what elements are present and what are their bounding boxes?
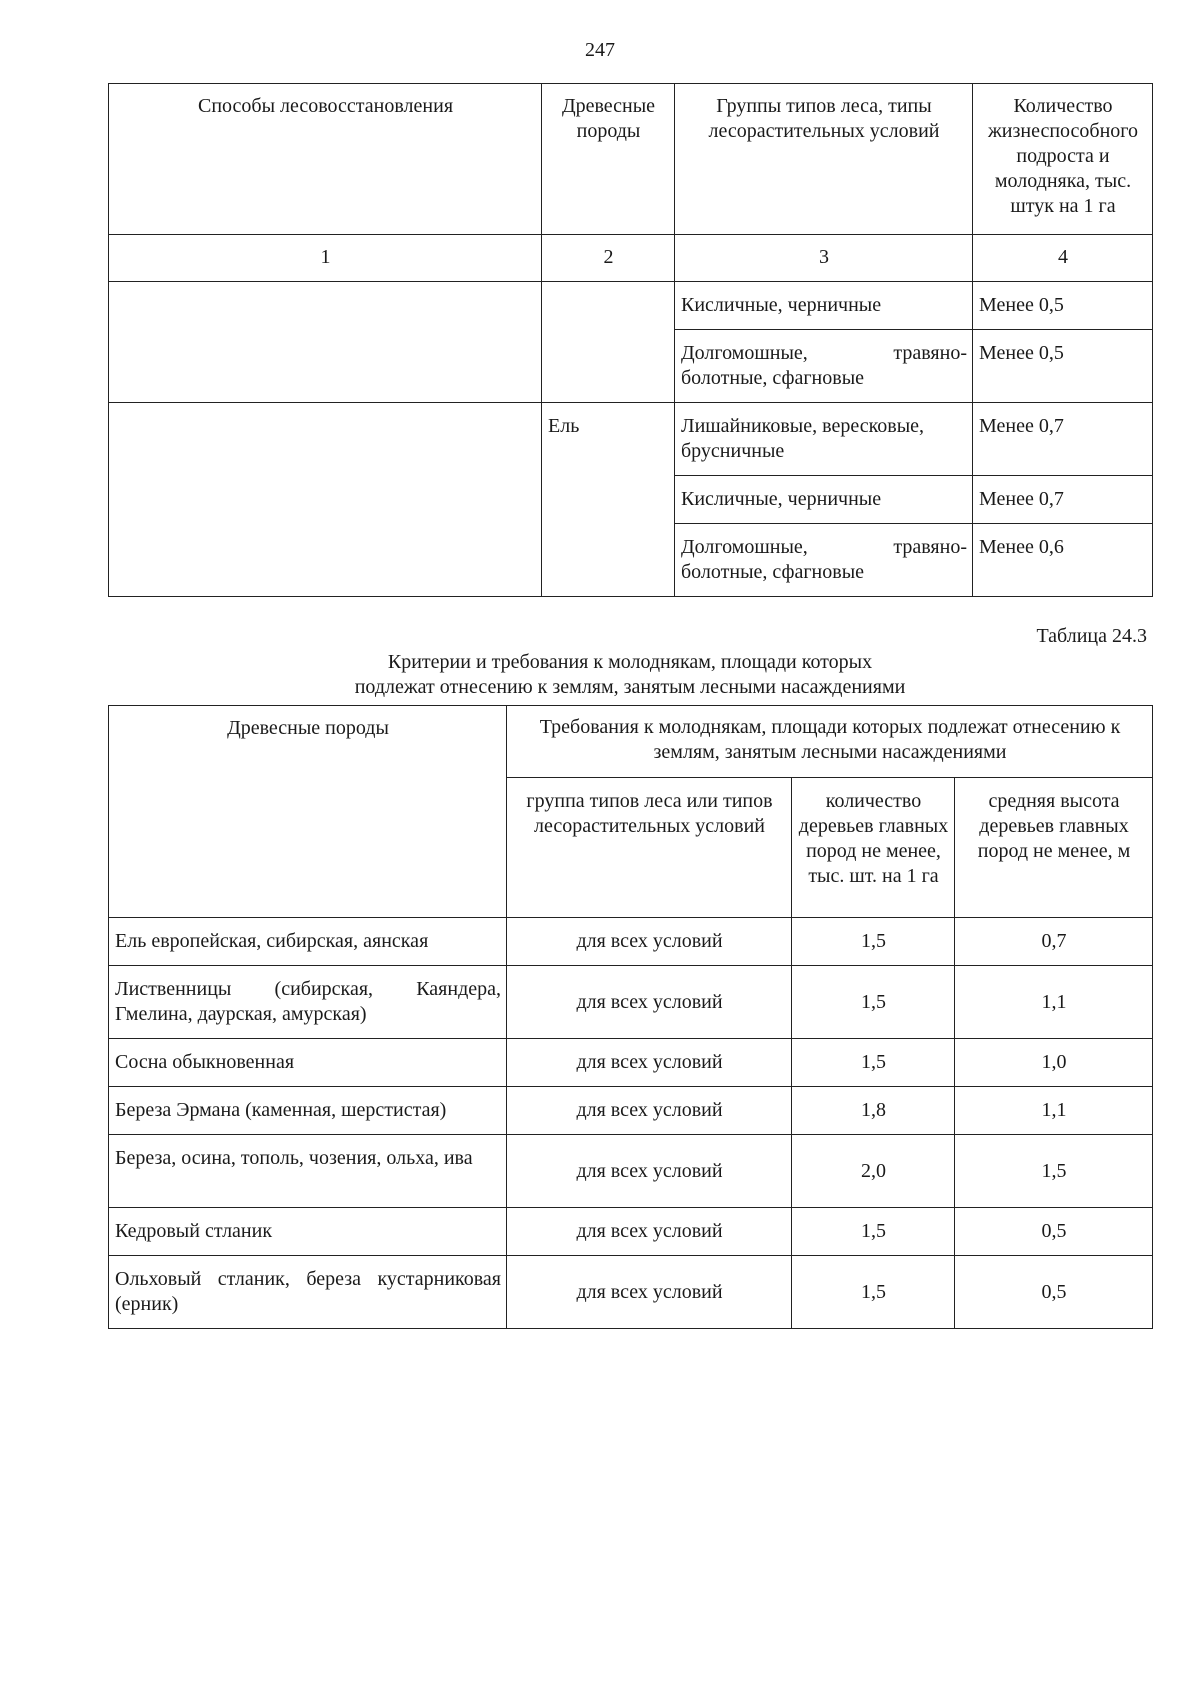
species-cell: Ель <box>542 403 675 597</box>
height-cell: 0,7 <box>955 918 1153 966</box>
young-stands-criteria-table <box>108 705 1153 1329</box>
table-row <box>109 918 1153 966</box>
conditions-cell: Кисличные, черничные <box>675 282 973 330</box>
species-cell <box>542 282 675 403</box>
count-cell: 1,5 <box>792 1256 955 1329</box>
height-cell: 0,5 <box>955 1208 1153 1256</box>
col-header-requirements: Требования к молоднякам, площади которых подлежат отнесению к землям, занятым лесными насаждениями <box>507 706 1153 778</box>
group-cell: для всех условий <box>507 918 792 966</box>
amount-cell: Менее 0,5 <box>973 282 1153 330</box>
table-row <box>109 1208 1153 1256</box>
col-header-species: Древесные породы <box>542 84 675 235</box>
table-row <box>109 1135 1153 1208</box>
amount-cell: Менее 0,5 <box>973 330 1153 403</box>
table-label: Таблица 24.3 <box>1036 625 1147 647</box>
regeneration-table <box>108 83 1153 597</box>
count-cell: 1,5 <box>792 918 955 966</box>
conditions-cell: Кисличные, черничные <box>675 476 973 524</box>
col-header-amount: Количество жизнеспособного подроста и молодняка, тыс. штук на 1 га <box>973 84 1153 235</box>
species-cell: Береза, осина, тополь, чозения, ольха, ива <box>109 1135 507 1208</box>
group-cell: для всех условий <box>507 1039 792 1087</box>
table-title-line: Критерии и требования к молоднякам, площади которых <box>387 651 873 673</box>
col-header-species: Древесные породы <box>109 706 507 918</box>
conditions-cell: Лишайниковые, вересковые, брусничные <box>675 403 973 476</box>
species-cell: Кедровый стланик <box>109 1208 507 1256</box>
col-header-count: количество деревьев главных пород не менее, тыс. шт. на 1 га <box>792 778 955 918</box>
height-cell: 1,5 <box>955 1135 1153 1208</box>
count-cell: 1,5 <box>792 1039 955 1087</box>
species-cell: Лиственницы (сибирская, Каяндера, Гмелина, даурская, амурская) <box>109 966 507 1039</box>
species-cell: Сосна обыкновенная <box>109 1039 507 1087</box>
height-cell: 1,1 <box>955 966 1153 1039</box>
method-cell <box>109 282 542 403</box>
column-number-row <box>109 235 1153 282</box>
height-cell: 1,0 <box>955 1039 1153 1087</box>
table-title-line: подлежат отнесению к землям, занятым лесными насаждениями <box>354 676 906 698</box>
table-row <box>109 1256 1153 1329</box>
species-cell: Ольховый стланик, береза кустарниковая (ерник) <box>109 1256 507 1329</box>
group-cell: для всех условий <box>507 1208 792 1256</box>
count-cell: 1,8 <box>792 1087 955 1135</box>
group-cell: для всех условий <box>507 1256 792 1329</box>
count-cell: 1,5 <box>792 966 955 1039</box>
count-cell: 2,0 <box>792 1135 955 1208</box>
col-header-methods: Способы лесовосстановления <box>109 84 542 235</box>
table-row <box>109 1039 1153 1087</box>
table-row <box>109 966 1153 1039</box>
column-number: 4 <box>973 235 1153 282</box>
group-cell: для всех условий <box>507 1135 792 1208</box>
table-row <box>109 282 1153 330</box>
table-title <box>0 650 1200 700</box>
col-header-height: средняя высота деревьев главных пород не менее, м <box>955 778 1153 918</box>
amount-cell: Менее 0,7 <box>973 403 1153 476</box>
column-number: 2 <box>542 235 675 282</box>
column-number: 1 <box>109 235 542 282</box>
col-header-conditions: Группы типов леса, типы лесорастительных условий <box>675 84 973 235</box>
height-cell: 1,1 <box>955 1087 1153 1135</box>
height-cell: 0,5 <box>955 1256 1153 1329</box>
amount-cell: Менее 0,6 <box>973 524 1153 597</box>
conditions-cell: Долгомошные, травяно-болотные, сфагновые <box>675 330 973 403</box>
header-row <box>109 84 1153 235</box>
species-cell: Береза Эрмана (каменная, шерстистая) <box>109 1087 507 1135</box>
column-number: 3 <box>675 235 973 282</box>
group-cell: для всех условий <box>507 1087 792 1135</box>
method-cell <box>109 403 542 597</box>
header-row <box>109 706 1153 778</box>
count-cell: 1,5 <box>792 1208 955 1256</box>
species-cell: Ель европейская, сибирская, аянская <box>109 918 507 966</box>
col-header-group: группа типов леса или типов лесорастительных условий <box>507 778 792 918</box>
table-row <box>109 403 1153 476</box>
conditions-cell: Долгомошные, травяно-болотные, сфагновые <box>675 524 973 597</box>
table-row <box>109 1087 1153 1135</box>
amount-cell: Менее 0,7 <box>973 476 1153 524</box>
page-number: 247 <box>585 39 615 61</box>
group-cell: для всех условий <box>507 966 792 1039</box>
